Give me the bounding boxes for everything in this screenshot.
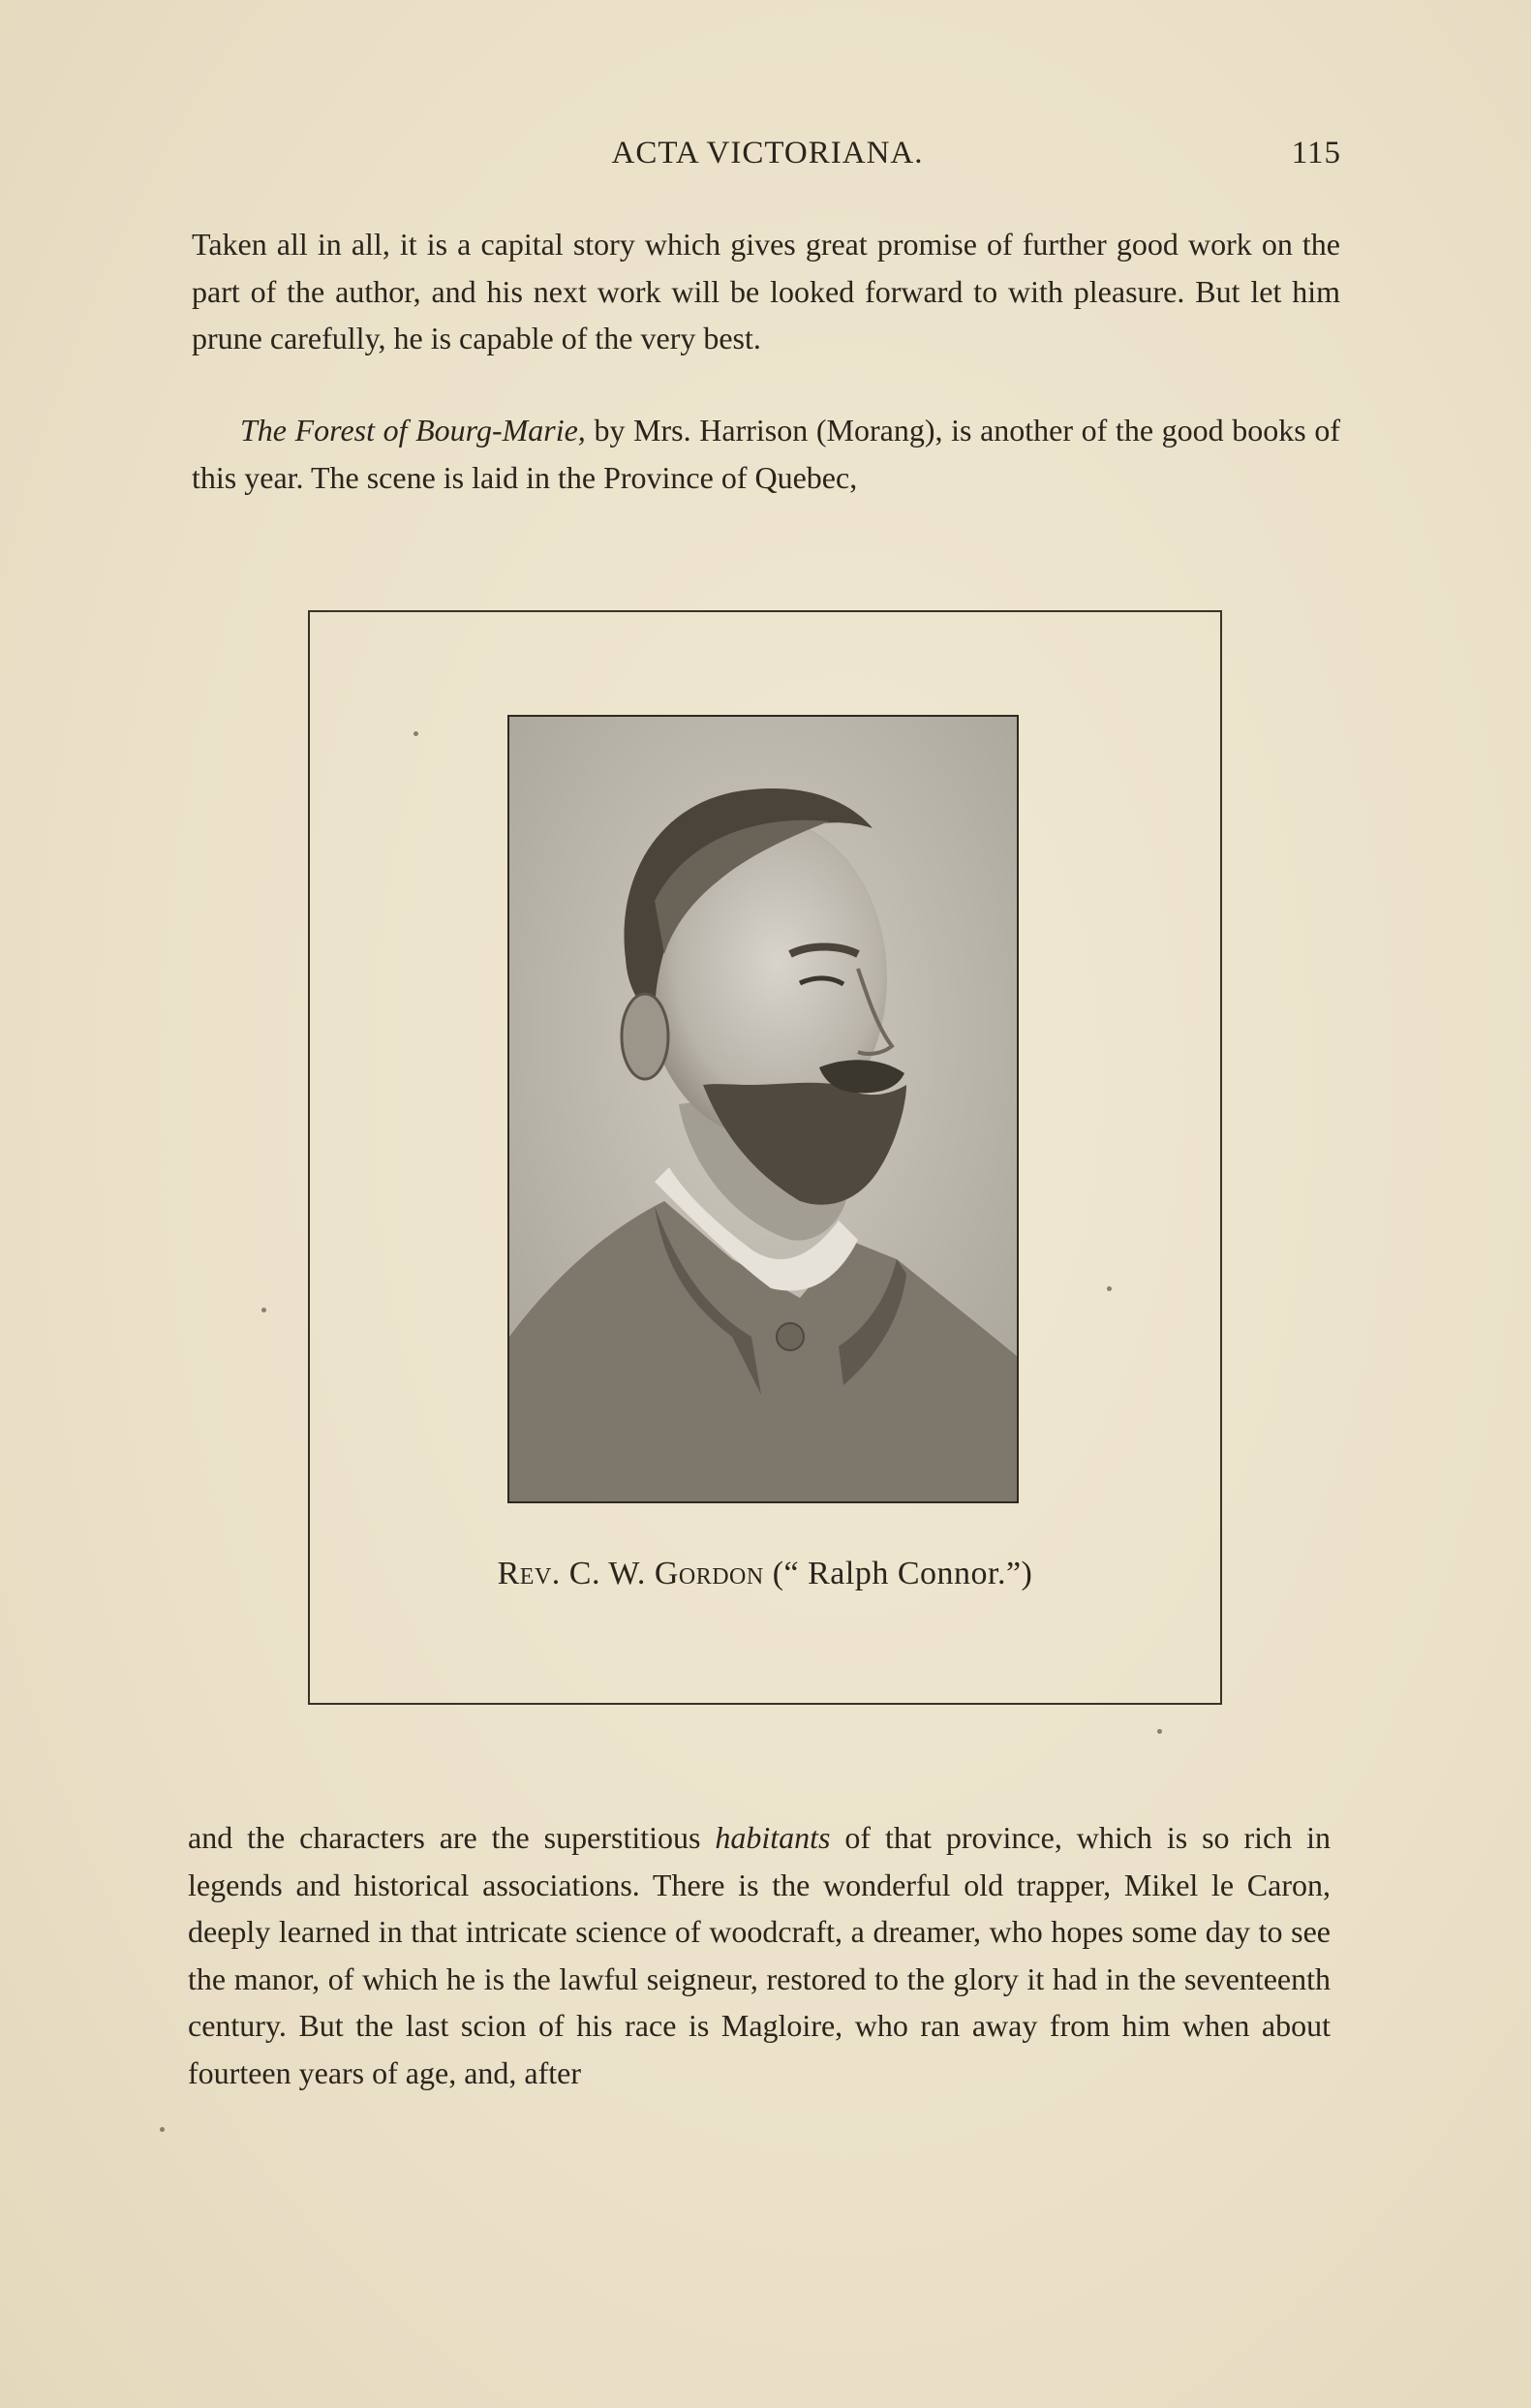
paper-speck [160, 2127, 165, 2132]
paper-speck [261, 1308, 266, 1312]
paragraph-lead: and the characters are the superstitious [188, 1820, 716, 1855]
paragraph-top-2 [192, 407, 1340, 501]
caption-name: Rev. C. W. Gordon [497, 1556, 764, 1591]
plate-caption [308, 1556, 1222, 1592]
paragraph-rest: by Mrs. Harrison (Morang), is another of the good books of this year. The scene is laid in the Province of Quebec, [192, 413, 1341, 495]
portrait-photo [507, 715, 1019, 1503]
paragraph-text [188, 1814, 1331, 2096]
paragraph-rest: of that province, which is so rich in legends and historical associations. There is the wonderful old trapper, Mikel le Caron, deeply learned in that intricate science of woodcraft, a dreamer, who hopes some day to see the manor, of which he is the lawful seigneur, restored to the glory it had in the seventeenth century. But the last scion of his race is Magloire, who ran away from him when about fourteen years of age, and, after [188, 1820, 1332, 2090]
portrait-illustration [509, 717, 1017, 1501]
paragraph-top-1 [192, 221, 1340, 362]
page-number: 115 [1291, 136, 1341, 170]
running-head [194, 136, 1341, 182]
paragraph-bottom [188, 1814, 1331, 2096]
paper-speck [1107, 1286, 1112, 1291]
book-title: The Forest of Bourg-Marie, [240, 413, 586, 448]
paragraph-text: Taken all in all, it is a capital story which gives great promise of further good work on the part of the author, and his next work will be looked forward to with pleasure. But let him prune carefully, he is capable of the very best. [192, 227, 1340, 355]
paragraph-text [192, 407, 1340, 501]
paper-speck [413, 731, 418, 736]
caption-alias: (“ Ralph Connor.”) [763, 1556, 1033, 1591]
running-title: ACTA VICTORIANA. [611, 136, 924, 170]
italic-word: habitants [715, 1820, 831, 1855]
paper-speck [1157, 1729, 1162, 1734]
